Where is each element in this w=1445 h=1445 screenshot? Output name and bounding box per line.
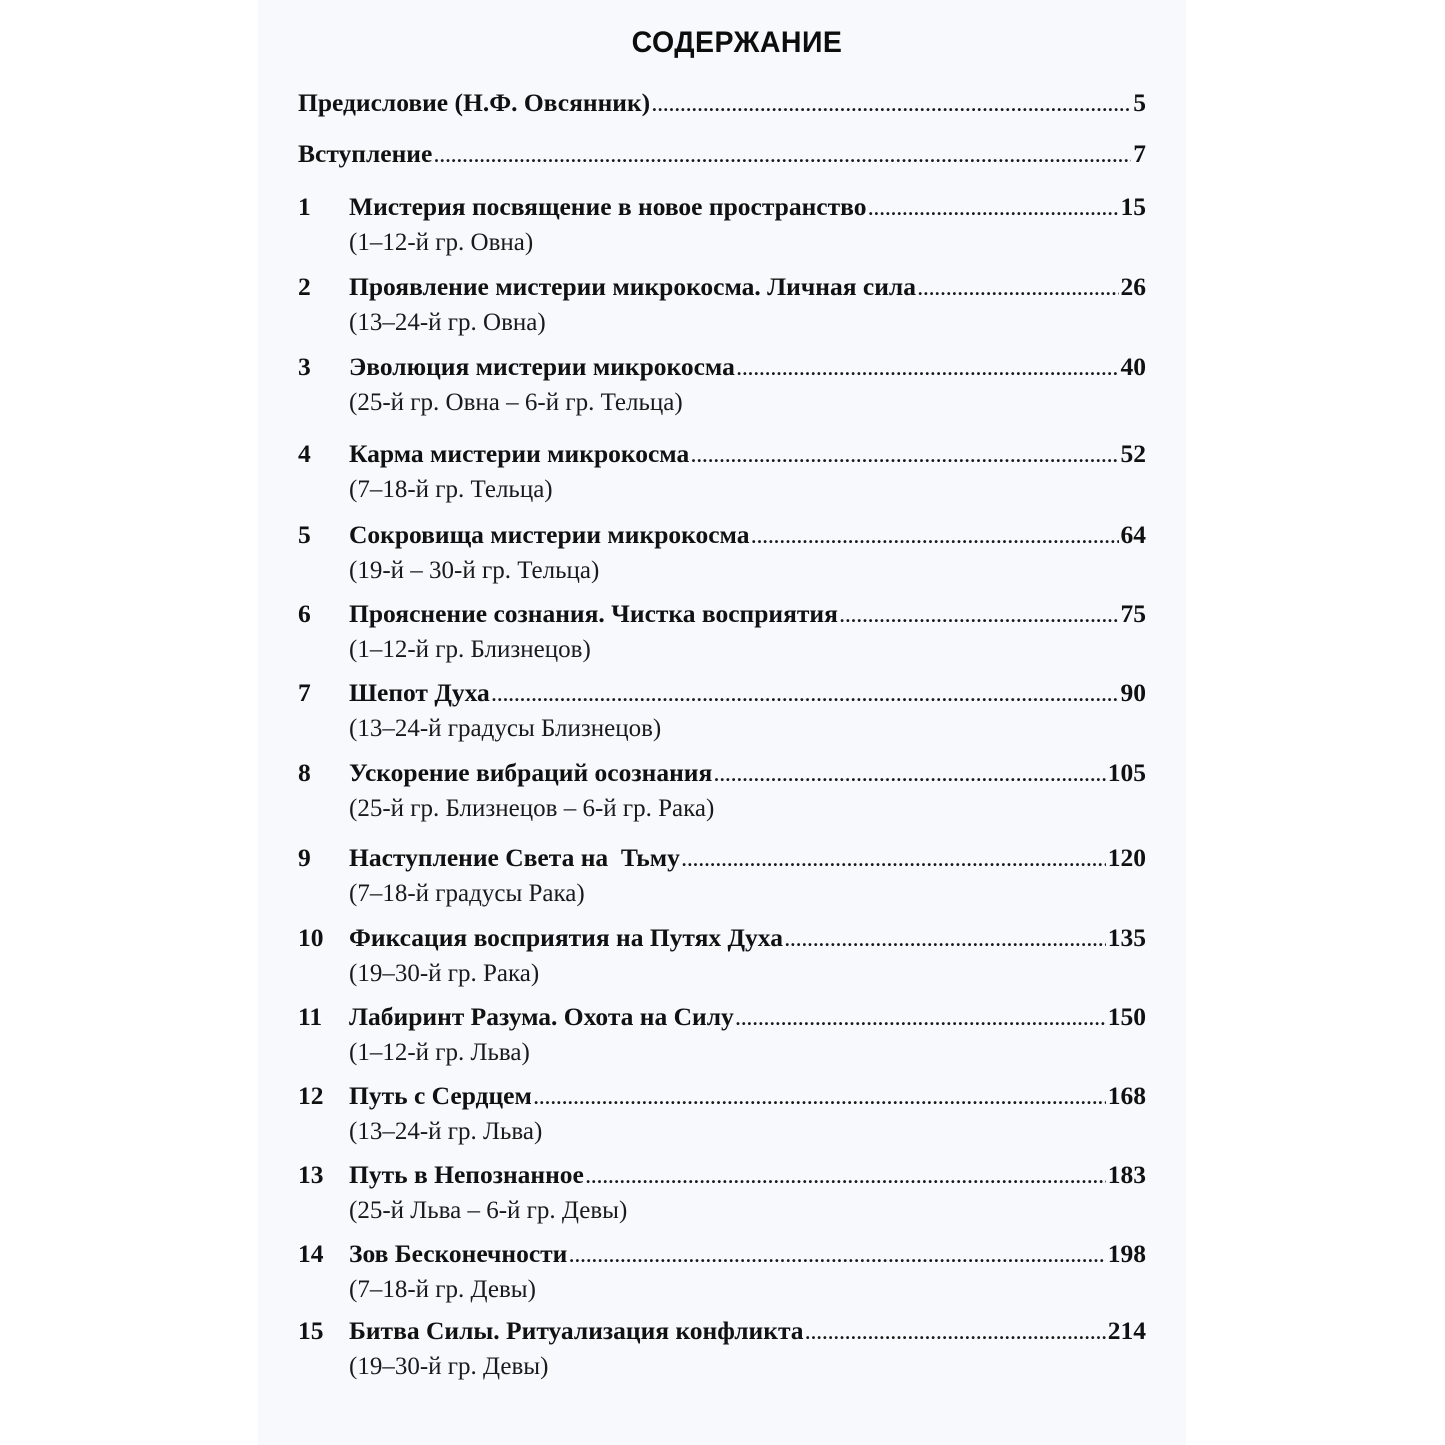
chapter-subtitle: (7–18-й градусы Рака) <box>349 880 585 907</box>
toc-chapter-6[interactable] <box>298 599 1146 667</box>
leader-dots <box>736 1009 1106 1030</box>
chapter-number: 5 <box>298 520 311 549</box>
chapter-title: Путь в Непознанное <box>349 1160 584 1189</box>
toc-chapter-4[interactable] <box>298 439 1146 507</box>
toc-entry-introduction[interactable] <box>298 139 1146 173</box>
chapter-subtitle: (1–12-й гр. Близнецов) <box>349 636 591 663</box>
chapter-subtitle: (1–12-й гр. Овна) <box>349 229 534 256</box>
chapter-number: 9 <box>298 843 311 872</box>
chapter-number: 7 <box>298 678 311 707</box>
toc-page-number: 198 <box>1107 1239 1146 1268</box>
chapter-subtitle: (19-й – 30-й гр. Тельца) <box>349 557 600 584</box>
chapter-subtitle: (25-й гр. Близнецов – 6-й гр. Рака) <box>349 795 715 822</box>
chapter-title: Ускорение вибраций осознания <box>349 758 713 787</box>
leader-dots <box>752 527 1119 548</box>
leader-dots <box>569 1246 1105 1267</box>
chapter-number: 13 <box>298 1160 324 1189</box>
chapter-number: 8 <box>298 758 311 787</box>
chapter-title: Проявление мистерии микрокосма. Личная сила <box>349 272 916 301</box>
leader-dots <box>918 279 1119 300</box>
leader-dots <box>737 359 1119 380</box>
chapter-number: 15 <box>298 1316 324 1345</box>
toc-page-number: 75 <box>1120 599 1146 628</box>
leader-dots <box>434 146 1131 167</box>
toc-chapter-13[interactable] <box>298 1160 1146 1228</box>
leader-dots <box>840 606 1119 627</box>
leader-dots <box>785 930 1106 951</box>
toc-page-number: 214 <box>1107 1316 1146 1345</box>
toc-page-number: 150 <box>1107 1002 1146 1031</box>
chapter-number: 2 <box>298 272 311 301</box>
chapter-title: Битва Силы. Ритуализация конфликта <box>349 1316 804 1345</box>
toc-chapter-2[interactable] <box>298 272 1146 340</box>
chapter-number: 1 <box>298 192 311 221</box>
toc-page-number: 40 <box>1120 352 1146 381</box>
chapter-subtitle: (25-й Льва – 6-й гр. Девы) <box>349 1197 628 1224</box>
toc-entry-label: Предисловие (Н.Ф. Овсянник) <box>298 88 651 117</box>
chapter-subtitle: (25-й гр. Овна – 6-й гр. Тельца) <box>349 389 683 416</box>
toc-chapter-8[interactable] <box>298 758 1146 826</box>
toc-chapter-9[interactable] <box>298 843 1146 911</box>
toc-entry-preface[interactable] <box>298 88 1146 122</box>
toc-chapter-1[interactable] <box>298 192 1146 260</box>
toc-page-number: 168 <box>1107 1081 1146 1110</box>
chapter-title: Сокровища мистерии микрокосма <box>349 520 750 549</box>
toc-page-number: 183 <box>1107 1160 1146 1189</box>
chapter-number: 4 <box>298 439 311 468</box>
chapter-title: Фиксация восприятия на Путях Духа <box>349 923 783 952</box>
leader-dots <box>652 95 1131 116</box>
toc-page-number: 26 <box>1120 272 1146 301</box>
leader-dots <box>868 199 1118 220</box>
chapter-title: Путь с Сердцем <box>349 1081 532 1110</box>
toc-page-number: 15 <box>1120 192 1146 221</box>
toc-chapter-11[interactable] <box>298 1002 1146 1070</box>
chapter-subtitle: (19–30-й гр. Девы) <box>349 1353 549 1380</box>
toc-chapter-10[interactable] <box>298 923 1146 991</box>
book-page <box>258 0 1186 1445</box>
chapter-number: 6 <box>298 599 311 628</box>
toc-page-number: 64 <box>1120 520 1146 549</box>
toc-chapter-3[interactable] <box>298 352 1146 420</box>
toc-chapter-12[interactable] <box>298 1081 1146 1149</box>
chapter-number: 14 <box>298 1239 324 1268</box>
toc-page-number: 120 <box>1107 843 1146 872</box>
chapter-number: 10 <box>298 923 324 952</box>
leader-dots <box>534 1088 1106 1109</box>
chapter-number: 11 <box>298 1002 323 1031</box>
chapter-subtitle: (13–24-й гр. Льва) <box>349 1118 543 1145</box>
toc-page-number: 105 <box>1107 758 1146 787</box>
page-title: СОДЕРЖАНИЕ <box>631 26 843 59</box>
toc-chapter-5[interactable] <box>298 520 1146 588</box>
chapter-title: Лабиринт Разума. Охота на Силу <box>349 1002 734 1031</box>
chapter-subtitle: (7–18-й гр. Тельца) <box>349 476 553 503</box>
chapter-number: 3 <box>298 352 311 381</box>
toc-page-number: 52 <box>1120 439 1146 468</box>
leader-dots <box>691 446 1118 467</box>
chapter-number: 12 <box>298 1081 324 1110</box>
chapter-title: Наступление Света на Тьму <box>349 843 680 872</box>
chapter-subtitle: (19–30-й гр. Рака) <box>349 960 540 987</box>
chapter-title: Мистерия посвящение в новое пространство <box>349 192 867 221</box>
toc-chapter-15[interactable] <box>298 1316 1146 1384</box>
toc-chapter-14[interactable] <box>298 1239 1146 1307</box>
toc-page-number: 5 <box>1133 88 1146 117</box>
toc-chapter-7[interactable] <box>298 678 1146 746</box>
toc-entry-label: Вступление <box>298 139 433 168</box>
chapter-subtitle: (13–24-й гр. Овна) <box>349 309 546 336</box>
leader-dots <box>586 1167 1106 1188</box>
leader-dots <box>714 765 1105 786</box>
chapter-title: Шепот Духа <box>349 678 490 707</box>
leader-dots <box>492 685 1119 706</box>
chapter-subtitle: (1–12-й гр. Льва) <box>349 1039 530 1066</box>
chapter-subtitle: (13–24-й градусы Близнецов) <box>349 715 662 742</box>
leader-dots <box>806 1323 1106 1344</box>
chapter-title: Карма мистерии микрокосма <box>349 439 690 468</box>
toc-page-number: 7 <box>1133 139 1146 168</box>
leader-dots <box>682 850 1106 871</box>
chapter-title: Зов Бесконечности <box>349 1239 568 1268</box>
chapter-title: Эволюция мистерии микрокосма <box>349 352 735 381</box>
chapter-subtitle: (7–18-й гр. Девы) <box>349 1276 536 1303</box>
chapter-title: Прояснение сознания. Чистка восприятия <box>349 599 838 628</box>
toc-page-number: 90 <box>1120 678 1146 707</box>
toc-page-number: 135 <box>1107 923 1146 952</box>
